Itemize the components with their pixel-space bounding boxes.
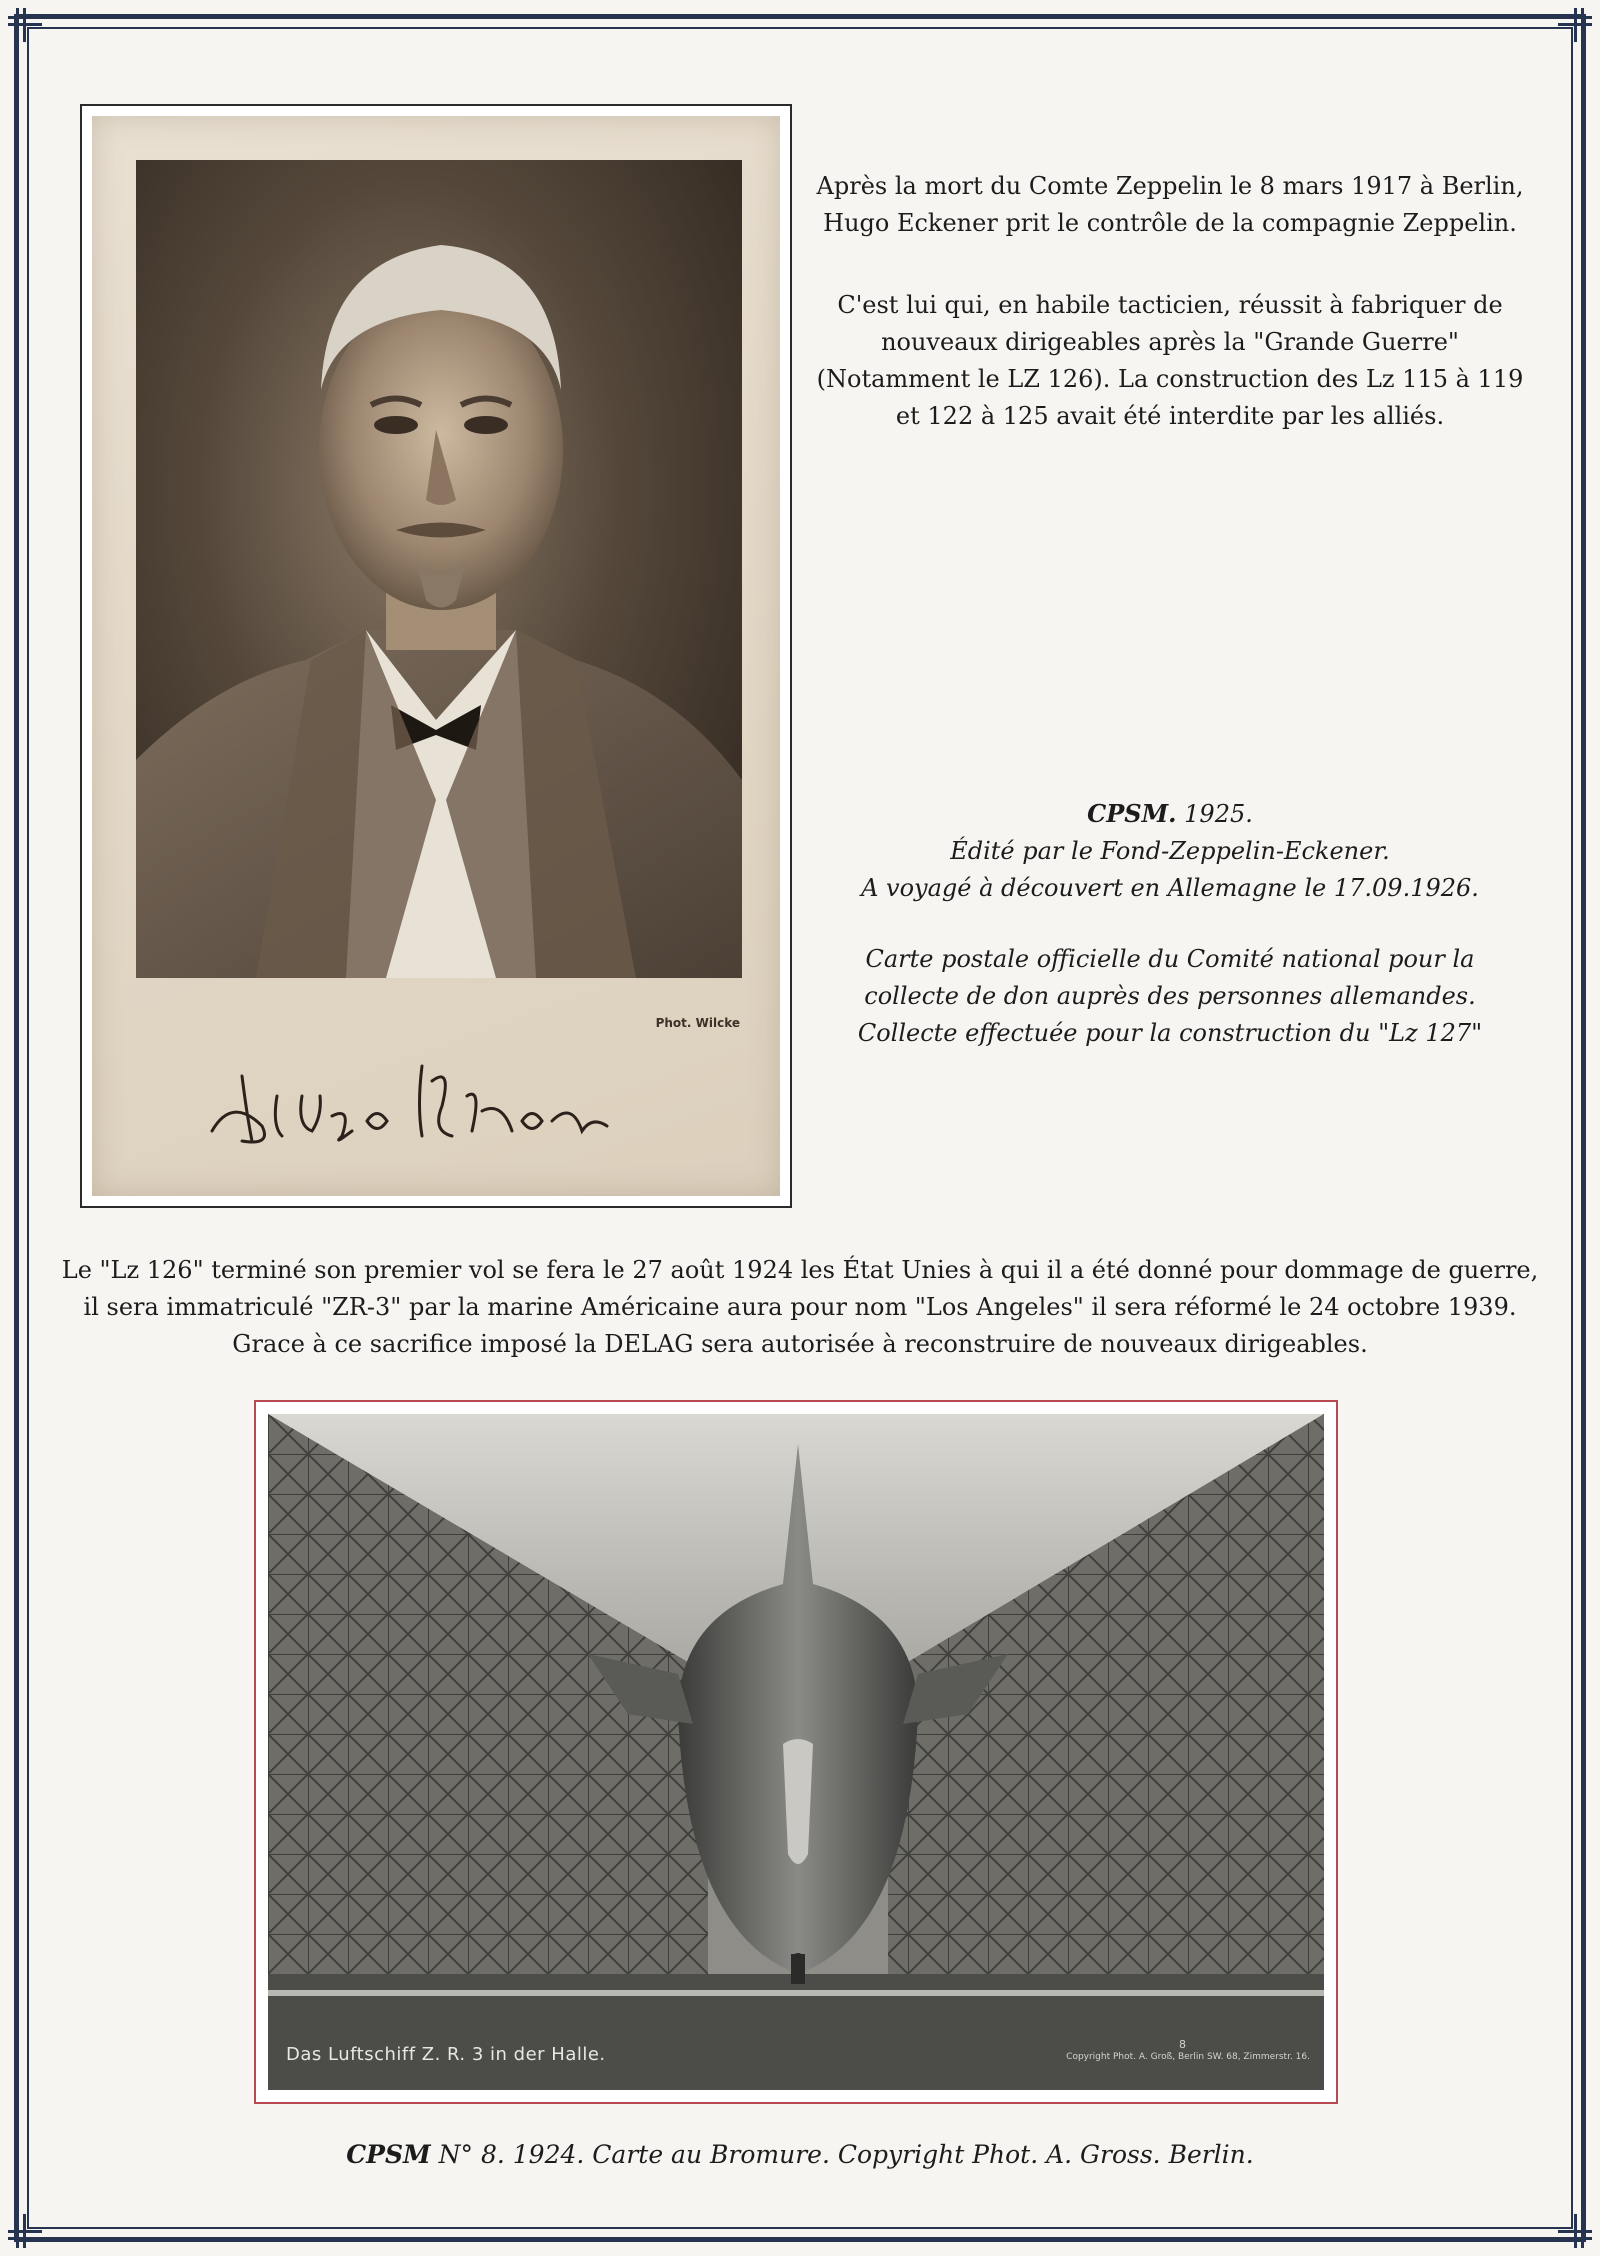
cpsm-description [820, 795, 1520, 1086]
intro-line: C'est lui qui, en habile tacticien, réussit à fabriquer de [837, 291, 1503, 319]
handwritten-signature [202, 1036, 622, 1166]
portrait-postcard [80, 104, 792, 1208]
cpsm-line: Carte postale officielle du Comité national pour la [865, 945, 1475, 973]
portrait-illustration [136, 160, 742, 978]
frame-corner-ornament [1558, 2214, 1592, 2248]
bottom-caption-label: CPSM [346, 2140, 431, 2169]
lz126-line: Grace à ce sacrifice imposé la DELAG sera autorisée à reconstruire de nouveaux dirigeables. [232, 1330, 1368, 1358]
intro-text [810, 168, 1530, 480]
cpsm-label: CPSM. [1087, 799, 1177, 828]
intro-line: Après la mort du Comte Zeppelin le 8 mars 1917 à Berlin, [816, 172, 1524, 200]
portrait-photo [136, 160, 742, 978]
frame-corner-ornament [8, 2214, 42, 2248]
intro-paragraph-2 [810, 287, 1530, 435]
intro-line: Hugo Eckener prit le contrôle de la compagnie Zeppelin. [823, 209, 1517, 237]
lz126-line: il sera immatriculé "ZR-3" par la marine Américaine aura pour nom "Los Angeles" il sera réformé le 24 octobre 1939. [83, 1293, 1517, 1321]
bottom-caption [0, 2140, 1600, 2169]
postcard-paper [92, 116, 780, 1196]
cpsm-travel: A voyagé à découvert en Allemagne le 17.09.1926. [861, 874, 1479, 902]
frame-corner-ornament [8, 8, 42, 42]
intro-line: et 122 à 125 avait été interdite par les alliés. [895, 402, 1445, 430]
cpsm-line: collecte de don auprès des personnes allemandes. [864, 982, 1476, 1010]
intro-line: (Notamment le LZ 126). La construction des Lz 115 à 119 [816, 365, 1524, 393]
cpsm-details [820, 941, 1520, 1052]
airship-hangar-illustration [268, 1414, 1324, 2090]
lz126-line: Le "Lz 126" terminé son premier vol se fera le 27 août 1924 les État Unies à qui il a été donné pour dommage de guerre, [61, 1256, 1539, 1284]
cpsm-header [820, 795, 1520, 907]
hangar-photo [268, 1414, 1324, 2090]
hangar-copyright: Copyright Phot. A. Groß, Berlin SW. 68, Zimmerstr. 16. [1066, 2052, 1310, 2062]
cpsm-year: 1925. [1176, 800, 1253, 828]
intro-line: nouveaux dirigeables après la "Grande Guerre" [881, 328, 1459, 356]
cpsm-editor: Édité par le Fond-Zeppelin-Eckener. [950, 837, 1390, 865]
hangar-caption: Das Luftschiff Z. R. 3 in der Halle. [286, 2044, 606, 2065]
lz126-paragraph [50, 1252, 1550, 1363]
intro-paragraph-1 [810, 168, 1530, 242]
cpsm-line: Collecte effectuée pour la construction du "Lz 127" [857, 1019, 1483, 1047]
card-number: 8 [1179, 2038, 1186, 2051]
photo-credit: Phot. Wilcke [655, 1016, 740, 1030]
frame-corner-ornament [1558, 8, 1592, 42]
bottom-caption-text: N° 8. 1924. Carte au Bromure. Copyright Phot. A. Gross. Berlin. [430, 2140, 1254, 2169]
hangar-postcard [254, 1400, 1338, 2104]
